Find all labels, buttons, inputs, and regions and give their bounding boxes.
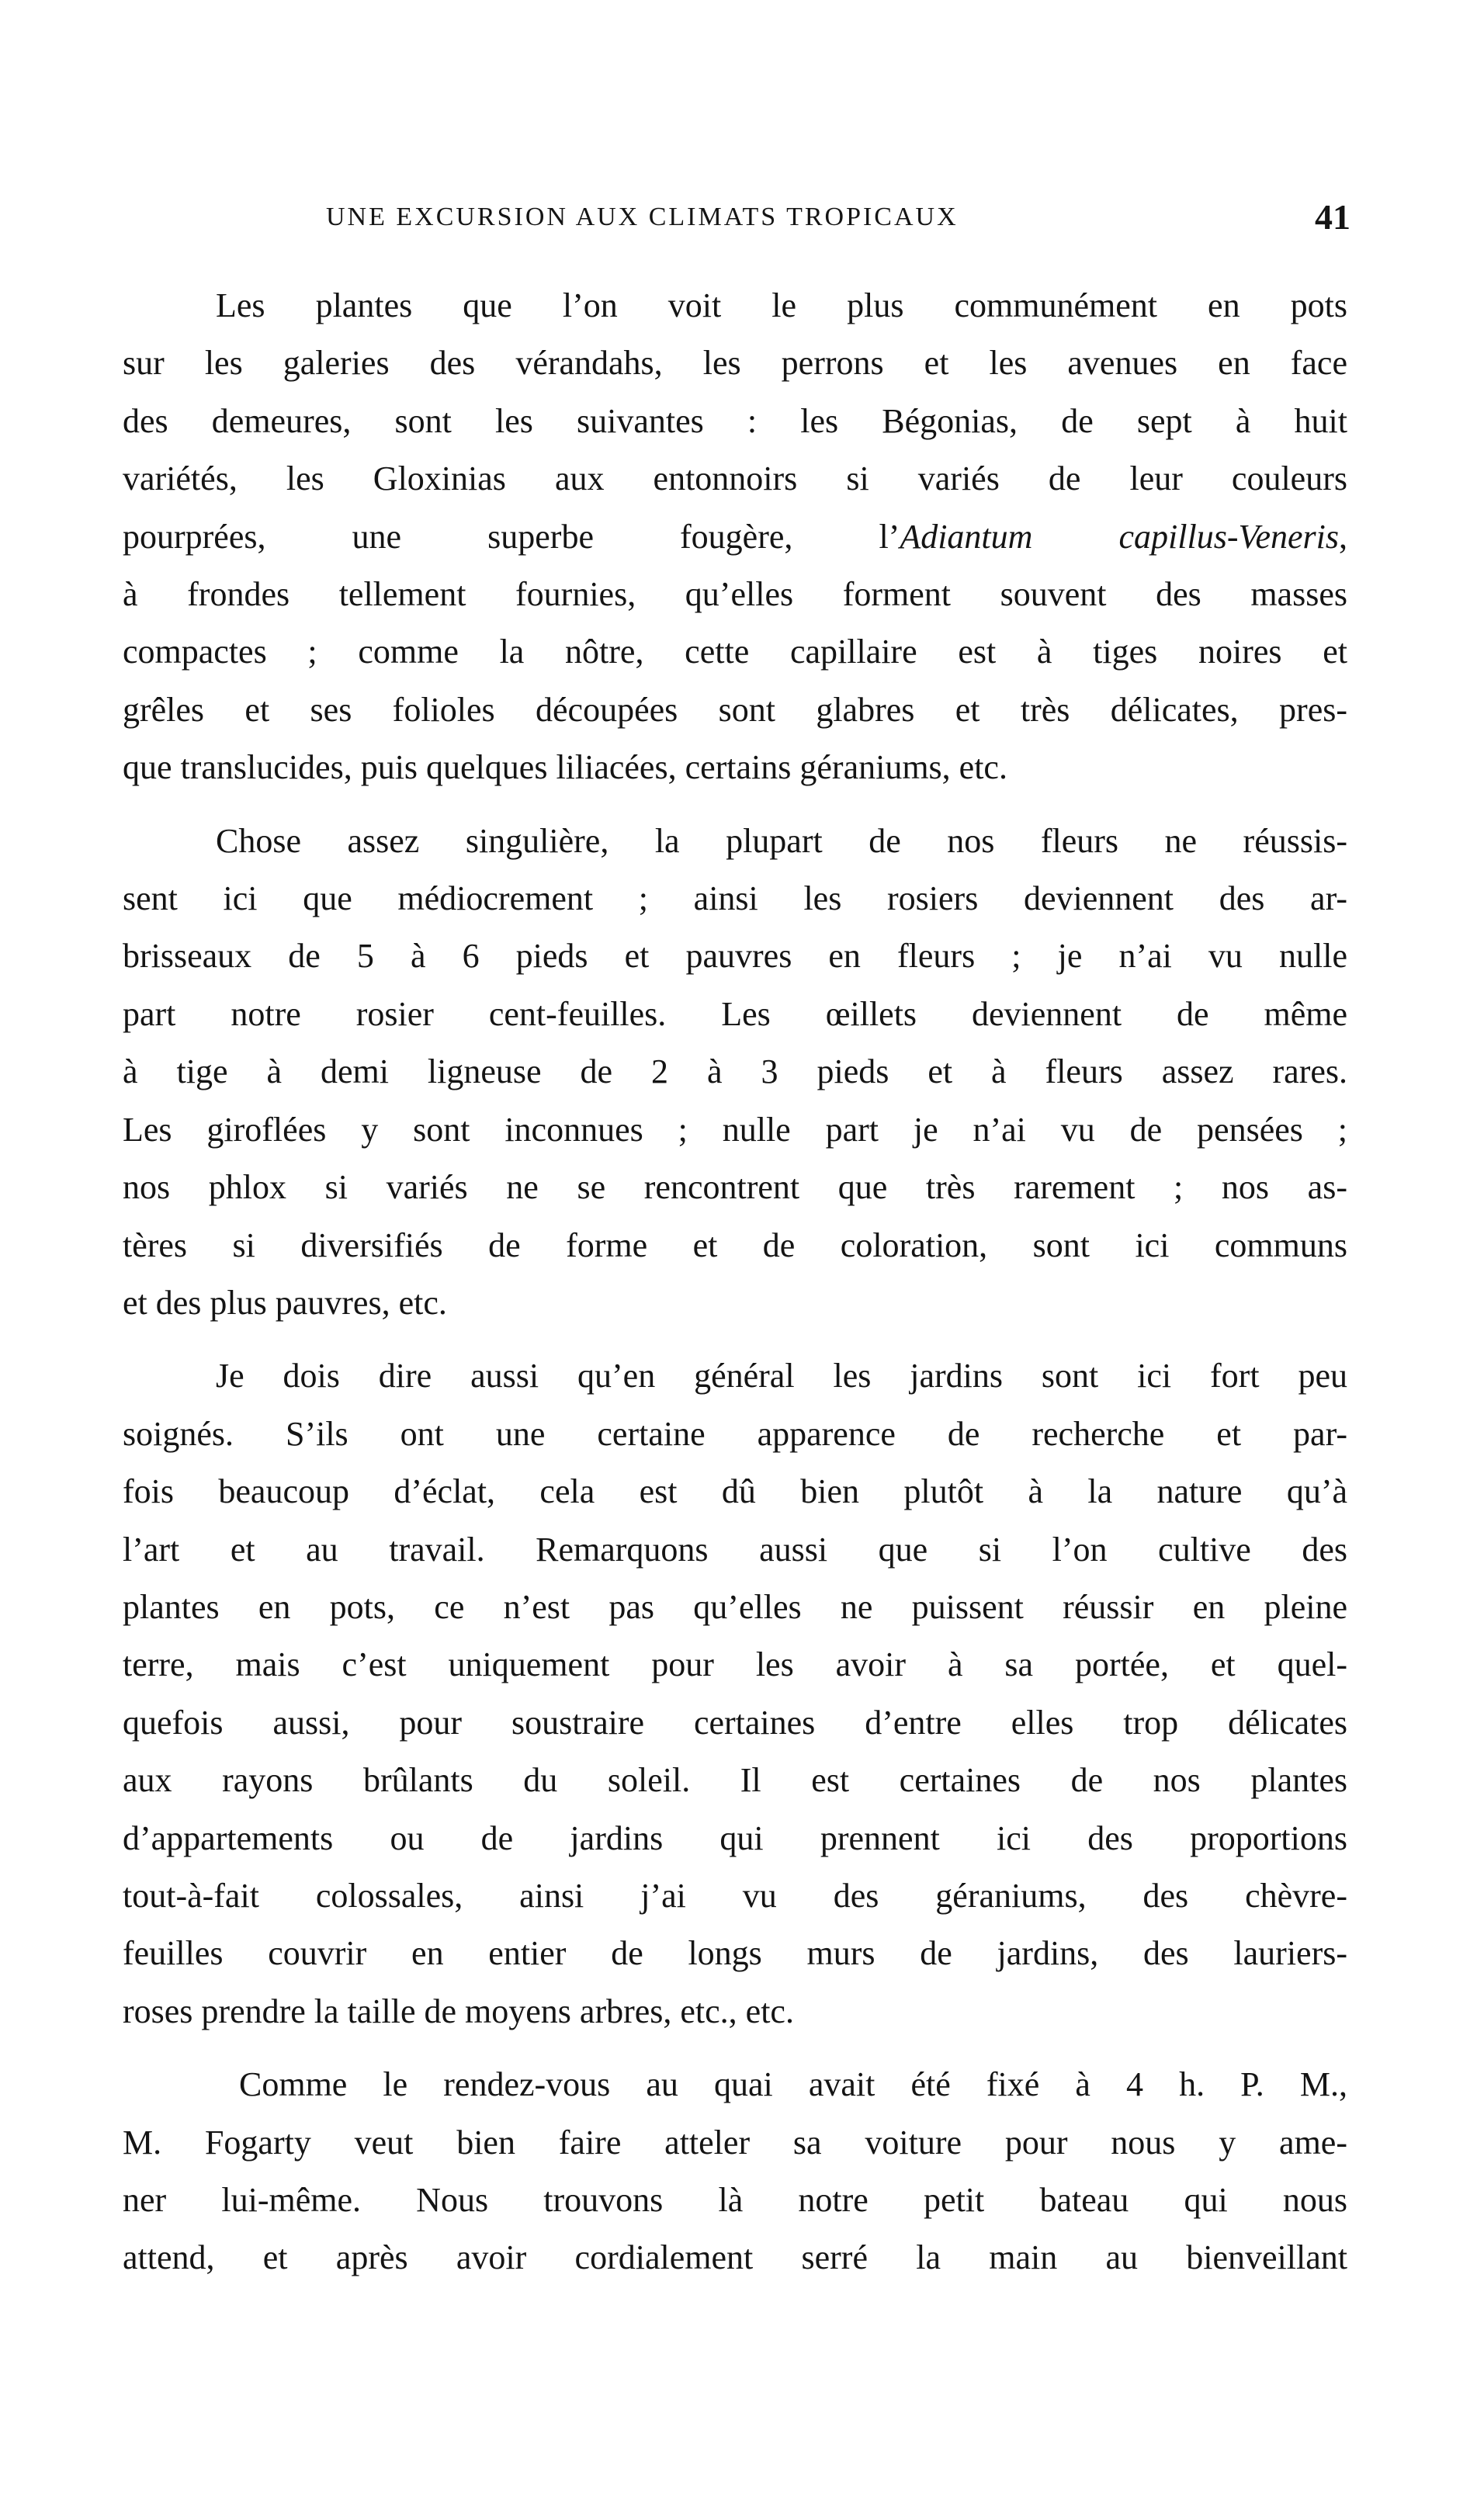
text-line: tout-à-fait colossales, ainsi j’ai vu des géraniums, des chèvre-	[123, 1876, 1347, 1915]
paragraph-3	[123, 1347, 1347, 2040]
text-line: Les giroflées y sont inconnues ; nulle part je n’ai vu de pensées ;	[123, 1110, 1347, 1149]
page-number: 41	[1315, 197, 1351, 237]
text-line: Comme le rendez-vous au quai avait été fixé à 4 h. P. M.,	[239, 2065, 1347, 2104]
paragraph-2	[123, 813, 1347, 1333]
text-line: tères si diversifiés de forme et de coloration, sont ici communs	[123, 1226, 1347, 1264]
text-line-with-italic	[123, 508, 1347, 566]
text-line: compactes ; comme la nôtre, cette capillaire est à tiges noires et	[123, 633, 1347, 671]
text-line: attend, et après avoir cordialement serré la main au bienveillant	[123, 2238, 1347, 2277]
running-head	[140, 194, 1351, 241]
text-line: d’appartements ou de jardins qui prennent ici des proportions	[123, 1818, 1347, 1857]
text-line: quefois aussi, pour soustraire certaines d’entre elles trop délicates	[123, 1703, 1347, 1742]
text-line: part notre rosier cent-feuilles. Les œillets deviennent de même	[123, 994, 1347, 1033]
text-line: à tige à demi ligneuse de 2 à 3 pieds et à fleurs assez rares.	[123, 1052, 1347, 1091]
text-line: et des plus pauvres, etc.	[123, 1283, 447, 1322]
text-line: terre, mais c’est uniquement pour les avoir à sa portée, et quel-	[123, 1645, 1347, 1684]
text-line: brisseaux de 5 à 6 pieds et pauvres en fleurs ; je n’ai vu nulle	[123, 937, 1347, 976]
body-text	[123, 277, 1347, 2303]
text-line: Je dois dire aussi qu’en général les jardins sont ici fort peu	[216, 1357, 1347, 1395]
text-line: grêles et ses folioles découpées sont glabres et très délicates, pres-	[123, 690, 1347, 729]
text-line: M. Fogarty veut bien faire atteler sa voiture pour nous y ame-	[123, 2123, 1347, 2162]
text-line: plantes en pots, ce n’est pas qu’elles ne puissent réussir en pleine	[123, 1587, 1347, 1626]
text-line: soignés. S’ils ont une certaine apparence de recherche et par-	[123, 1414, 1347, 1453]
text-line: aux rayons brûlants du soleil. Il est certaines de nos plantes	[123, 1761, 1347, 1800]
text-line: Les plantes que l’on voit le plus communément en pots	[216, 286, 1347, 324]
text-line: sur les galeries des vérandahs, les perrons et les avenues en face	[123, 344, 1347, 383]
text-line: que translucides, puis quelques liliacées, certains géraniums, etc.	[123, 748, 1007, 787]
text-line: Chose assez singulière, la plupart de nos fleurs ne réussis-	[216, 821, 1347, 860]
text-line: sent ici que médiocrement ; ainsi les rosiers deviennent des ar-	[123, 879, 1347, 918]
text-line: nos phlox si variés ne se rencontrent que très rarement ; nos as-	[123, 1168, 1347, 1207]
text-line: roses prendre la taille de moyens arbres, etc., etc.	[123, 1992, 794, 2030]
text-line: variétés, les Gloxinias aux entonnoirs si variés de leur couleurs	[123, 459, 1347, 498]
text-line: l’art et au travail. Remarquons aussi que si l’on cultive des	[123, 1530, 1347, 1569]
italic-line-text: pourprées, une superbe fougère, l’Adiantum capillus-Veneris,	[123, 517, 1347, 556]
text-line: à frondes tellement fournies, qu’elles forment souvent des masses	[123, 575, 1347, 614]
text-line: des demeures, sont les suivantes : les Bégonias, de sept à huit	[123, 401, 1347, 440]
paragraph-1	[123, 277, 1347, 797]
text-line: ner lui-même. Nous trouvons là notre petit bateau qui nous	[123, 2181, 1347, 2219]
italic-species-name: Adiantum capillus-Veneris	[900, 517, 1339, 556]
paragraph-4	[123, 2056, 1347, 2287]
text-line: feuilles couvrir en entier de longs murs de jardins, des lauriers-	[123, 1934, 1347, 1973]
running-title: UNE EXCURSION AUX CLIMATS TROPICAUX	[326, 203, 959, 231]
text-line: fois beaucoup d’éclat, cela est dû bien plutôt à la nature qu’à	[123, 1472, 1347, 1511]
